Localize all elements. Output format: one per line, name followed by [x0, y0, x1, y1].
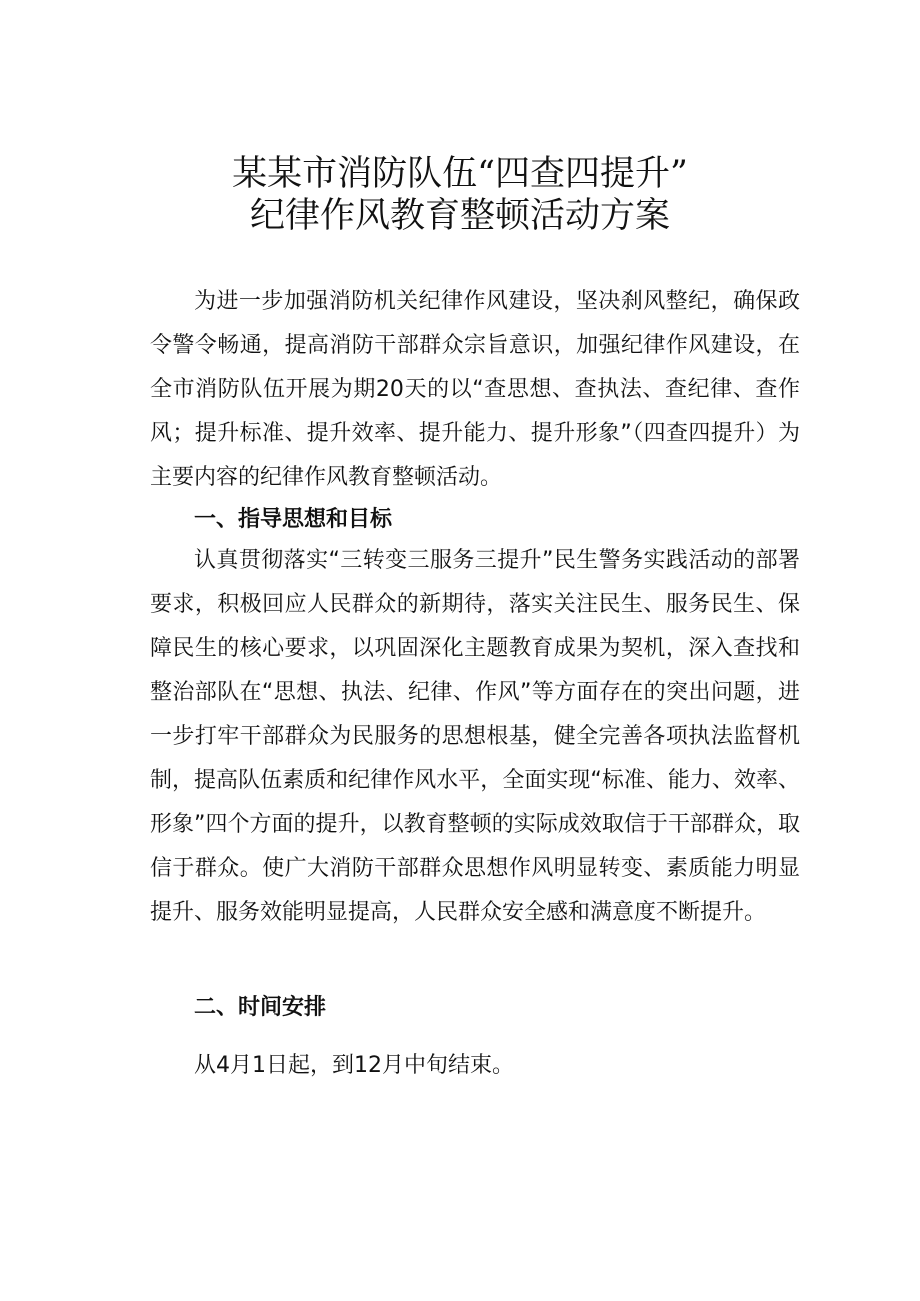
- intro-paragraph: 为进一步加强消防机关纪律作风建设，坚决刹风整纪，确保政令警令畅通，提高消防干部群众宗旨意识，加强纪律作风建设，在全市消防队伍开展为期20天的以“查思想、查执法、查纪律、查作风；提升标准、提升效率、提升能力、提升形象”（四查四提升）为主要内容的纪律作风教育整顿活动。: [150, 289, 800, 490]
- document-title-line-1: 某某市消防队伍“四查四提升”: [232, 154, 688, 194]
- guidance-paragraph: 认真贯彻落实“三转变三服务三提升”民生警务实践活动的部署要求，积极回应人民群众的新期待，落实关注民生、服务民生、保障民生的核心要求，以巩固深化主题教育成果为契机，深入查找和整治部队在“思想、执法、纪律、作风”等方面存在的突出问题，进一步打牢干部群众为民服务的思想根基，健全完善各项执法监督机制，提高队伍素质和纪律作风水平，全面实现“标准、能力、效率、形象”四个方面的提升，以教育整顿的实际成效取信于干部群众，取信于群众。使广大消防干部群众思想作风明显转变、素质能力明显提升、服务效能明显提高，人民群众安全感和满意度不断提升。: [150, 548, 800, 925]
- document-title-line-2: 纪律作风教育整顿活动方案: [249, 196, 670, 236]
- section-heading-guidance: 一、指导思想和目标: [194, 507, 393, 532]
- schedule-paragraph: 从4月1日起，到12月中旬结束。: [194, 1053, 514, 1078]
- section-heading-schedule: 二、时间安排: [194, 995, 327, 1020]
